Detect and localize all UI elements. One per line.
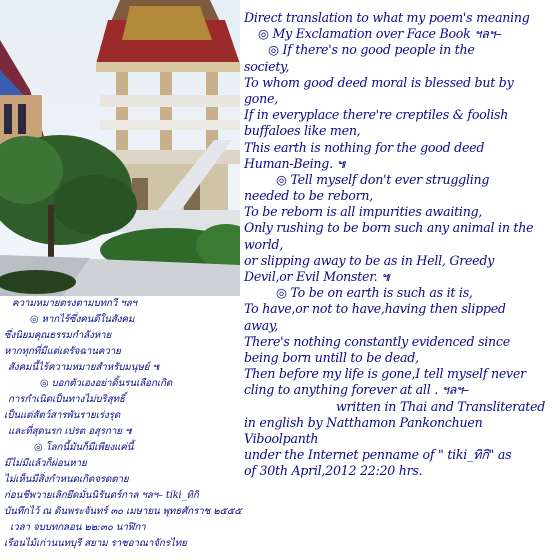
thai-poem-line: ◎ หากไร้ซึ่งคนดีในสังคม	[30, 314, 135, 325]
temple-photo	[0, 0, 240, 320]
thai-poem-line: บันทึกไว้ ณ ดินพระจันทร์ ๓๐ เมษายน พุทธศักราช ๒๕๕๕	[4, 506, 242, 517]
translation-line: under the Internet penname of " tiki_ทิกิ" as	[244, 447, 512, 463]
translation-line: ◎ To be on earth is such as it is,	[276, 285, 473, 301]
translation-line: written in Thai and Transliterated	[336, 398, 546, 414]
translation-line: Then before my life is gone,I tell myself never	[244, 366, 526, 382]
thai-poem-line: ◎ โลกนี้มันก็มีเพียงแค่นี้	[34, 442, 134, 453]
translation-line: This earth is nothing for the good deed	[244, 139, 485, 155]
translation-line: being born untill to be dead,	[244, 349, 419, 365]
translation-line: needed to be reborn,	[244, 188, 374, 204]
thai-poem-line: เวลา จบบทกลอน ๒๒:๓๐ นาฬิกา	[10, 522, 146, 533]
thai-poem-line: ความหมายตรงตามบทกวี ฯลฯ	[12, 298, 137, 309]
translation-line: away,	[244, 317, 278, 333]
translation-line: ◎ My Exclamation over Face Book ฯลฯ–	[258, 26, 502, 42]
translation-line: or slipping away to be as in Hell, Greedy	[244, 252, 495, 268]
translation-heading: Direct translation to what my poem's meaning	[244, 10, 530, 25]
thai-poem-line: ไม่เห็นมีสิ่งกำหนดเกิดจรดตาย	[4, 474, 129, 485]
translation-line: ◎ If there's no good people in the	[268, 42, 475, 58]
english-translation-block	[244, 10, 557, 479]
thai-poem-line: ก่อนชีพวายเลิกยึดมั่นนิรันดร์กาล ฯลฯ– tiki_ทิกิ	[4, 490, 199, 501]
translation-line: Viboolpanth	[244, 430, 319, 446]
thai-poem-line: หากทุกที่มีแต่เดรัจฉานควาย	[4, 346, 121, 357]
translation-line: Only rushing to be born such any animal in the	[244, 220, 534, 236]
translation-line: of 30th April,2012 22:20 hrs.	[244, 463, 423, 479]
thai-poem-line: สังคมนี้ไร้ความหมายสำหรับมนุษย์ ๚	[8, 362, 159, 373]
temple-photo-illustration	[0, 0, 240, 320]
translation-line: buffaloes like men,	[244, 123, 361, 139]
translation-line: cling to anything forever at all . ฯลฯ–	[244, 382, 469, 398]
translation-line: If in everyplace there're creptiles & foolish	[244, 107, 509, 123]
thai-poem-line: การกำเนิดเป็นทางไม่บริสุทธิ์	[8, 394, 125, 405]
translation-line: To have,or not to have,having then slipped	[244, 301, 506, 317]
translation-line: in english by Natthamon Pankonchuen	[244, 414, 483, 430]
translation-line: gone,	[244, 90, 278, 106]
translation-line: world,	[244, 236, 283, 252]
thai-poem-line: ซึ่งนิยมคุณธรรมกำลังหาย	[4, 330, 112, 341]
translation-line: There's nothing constantly evidenced since	[244, 333, 510, 349]
translation-line: To whom good deed moral is blessed but by	[244, 74, 514, 90]
translation-line: society,	[244, 58, 290, 74]
translation-line: Devil,or Evil Monster. ๚	[244, 269, 390, 284]
translation-line: ◎ Tell myself don't ever struggling	[276, 171, 490, 187]
thai-poem-block	[0, 296, 245, 555]
thai-poem-line: เป็นแต่สัตว์สารพันรายเร่งรุด	[4, 410, 121, 421]
thai-poem-line: ◎ บอกตัวเองอย่าดิ้นรนเลือกเกิด	[40, 378, 173, 389]
translation-line: Human-Being. ๚	[244, 155, 345, 171]
thai-poem-line: มีไม่มีแล้วก็ผ่อนหาย	[4, 458, 87, 469]
translation-line: To be reborn is all impurities awaiting,	[244, 204, 483, 220]
thai-poem-line: และที่สุดนรก เปรต อสุรกาย ๚	[8, 426, 132, 437]
thai-poem-line: เรือนไม้เก่านนทบุรี สยาม ราชอาณาจักรไทย	[4, 538, 187, 549]
